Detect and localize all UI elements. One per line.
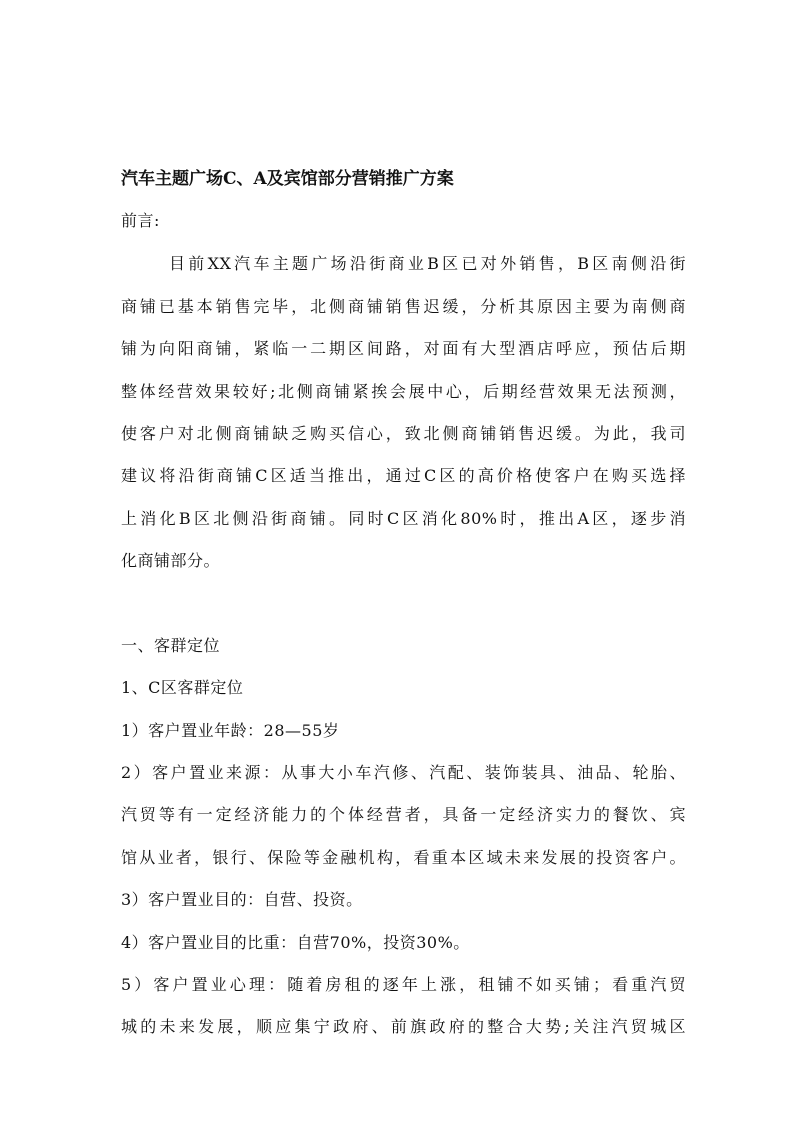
preface-line: 铺为向阳商铺，紧临一二期区间路，对面有大型酒店呼应，预估后期 bbox=[121, 339, 686, 358]
preface-line: 目前XX汽车主题广场沿街商业B区已对外销售，B区南侧沿街 bbox=[169, 254, 686, 273]
list-item: 馆从业者，银行、保险等金融机构，看重本区域未来发展的投资客户。 bbox=[121, 848, 686, 867]
list-item: 城的未来发展，顺应集宁政府、前旗政府的整合大势;关注汽贸城区 bbox=[121, 1017, 686, 1036]
list-item: 2）客户置业来源：从事大小车汽修、汽配、装饰装具、油品、轮胎、 bbox=[121, 763, 686, 782]
list-item: 4）客户置业目的比重：自营70%，投资30%。 bbox=[121, 933, 470, 952]
section-heading: 一、客群定位 bbox=[121, 636, 221, 655]
list-item: 3）客户置业目的：自营、投资。 bbox=[121, 890, 363, 909]
preface-line: 建议将沿街商铺C区适当推出，通过C区的高价格使客户在购买选择 bbox=[121, 466, 686, 485]
subsection-heading: 1、C区客群定位 bbox=[121, 678, 244, 697]
list-item: 1）客户置业年龄：28—55岁 bbox=[121, 721, 340, 740]
preface-line: 上消化B区北侧沿街商铺。同时C区消化80%时，推出A区，逐步消 bbox=[121, 509, 686, 528]
preface-line: 整体经营效果较好;北侧商铺紧挨会展中心，后期经营效果无法预测， bbox=[121, 382, 686, 401]
preface-line: 化商铺部分。 bbox=[121, 551, 221, 570]
preface-line: 使客户对北侧商铺缺乏购买信心，致北侧商铺销售迟缓。为此，我司 bbox=[121, 424, 686, 443]
preface-line: 商铺已基本销售完毕，北侧商铺销售迟缓，分析其原因主要为南侧商 bbox=[121, 297, 686, 316]
document-title: 汽车主题广场C、A及宾馆部分营销推广方案 bbox=[121, 169, 454, 189]
list-item: 5）客户置业心理：随着房租的逐年上涨，租铺不如买铺；看重汽贸 bbox=[121, 975, 686, 994]
list-item: 汽贸等有一定经济能力的个体经营者，具备一定经济实力的餐饮、宾 bbox=[121, 805, 686, 824]
preface-label: 前言: bbox=[121, 211, 160, 230]
